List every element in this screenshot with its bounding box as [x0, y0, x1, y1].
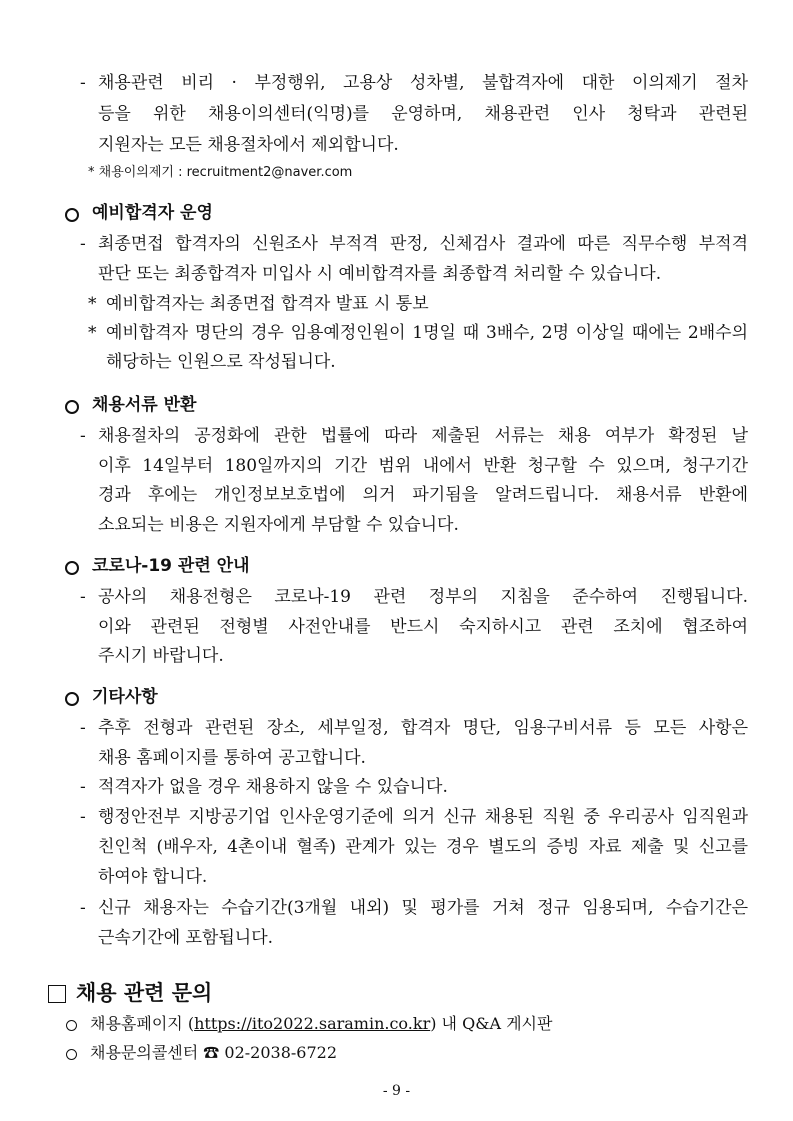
section-bullet-icon — [65, 208, 79, 222]
asterisk-bullet: * — [88, 294, 97, 314]
inquiry-title: 채용 관련 문의 — [76, 981, 213, 1005]
dash-bullet: - — [80, 898, 86, 918]
return-line-4: 소요되는 비용은 지원자에게 부담할 수 있습니다. — [98, 515, 459, 535]
reserve-line-1: 최종면접 합격자의 신원조사 부적격 판정, 신체검사 결과에 따른 직무수행 부적격 — [98, 234, 748, 254]
phone-number: 02-2038-6722 — [224, 1043, 338, 1062]
dash-bullet: - — [80, 777, 86, 797]
return-line-3: 경과 후에는 개인정보보호법에 의거 파기됨을 알려드립니다. 채용서류 반환에 — [98, 485, 748, 505]
etc-item3-line-3: 하여야 합니다. — [98, 867, 208, 887]
corona-line-1: 공사의 채용전형은 코로나-19 관련 정부의 지침을 준수하여 진행됩니다. — [98, 587, 748, 607]
etc-item3-line-1: 행정안전부 지방공기업 인사운영기준에 의거 신규 채용된 직원 중 우리공사 임직원과 — [98, 807, 748, 827]
dash-bullet: - — [80, 807, 86, 827]
return-line-2: 이후 14일부터 180일까지의 기간 범위 내에서 반환 청구할 수 있으며, 청구기간 — [98, 456, 748, 476]
corona-line-2: 이와 관련된 전형별 사전안내를 반드시 숙지하시고 관련 조치에 협조하여 — [98, 617, 748, 637]
section-title-corona: 코로나-19 관련 안내 — [92, 556, 250, 576]
section-title-etc: 기타사항 — [92, 687, 158, 707]
homepage-link[interactable]: https://ito2022.saramin.co.kr — [194, 1014, 431, 1033]
homepage-suffix: ) 내 Q&A 게시판 — [430, 1014, 553, 1033]
return-line-1: 채용절차의 공정화에 관한 법률에 따라 제출된 서류는 채용 여부가 확정된 날 — [98, 426, 748, 446]
dash-bullet: - — [80, 718, 86, 738]
etc-item4-line-2: 근속기간에 포함됩니다. — [98, 928, 274, 948]
etc-item4-line-1: 신규 채용자는 수습기간(3개월 내외) 및 평가를 거쳐 정규 임용되며, 수습기간은 — [98, 898, 748, 918]
etc-item1-line-1: 추후 전형과 관련된 장소, 세부일정, 합격자 명단, 임용구비서류 등 모든 사항은 — [98, 718, 748, 738]
intro-note: * 채용이의제기 : recruitment2@naver.com — [88, 165, 353, 180]
reserve-note-1: 예비합격자는 최종면접 합격자 발표 시 통보 — [106, 294, 429, 314]
asterisk-bullet: * — [88, 323, 97, 343]
reserve-line-2: 판단 또는 최종합격자 미입사 시 예비합격자를 최종합격 처리할 수 있습니다. — [98, 264, 662, 284]
section-bullet-icon — [65, 692, 79, 706]
dash-bullet: - — [80, 426, 86, 446]
dash-bullet: - — [80, 587, 86, 607]
section-title-reserve: 예비합격자 운영 — [92, 203, 213, 223]
intro-line-3: 지원자는 모든 채용절차에서 제외합니다. — [98, 135, 399, 155]
section-bullet-icon — [65, 400, 79, 414]
reserve-note-2-line-1: 예비합격자 명단의 경우 임용예정인원이 1명일 때 3배수, 2명 이상일 때에는 2배수의 — [106, 323, 748, 343]
page-number: - 9 - — [382, 1083, 411, 1099]
square-bullet-icon — [48, 985, 66, 1003]
dash-bullet: - — [80, 234, 86, 254]
intro-line-1: 채용관련 비리 · 부정행위, 고용상 성차별, 불합격자에 대한 이의제기 절차 — [98, 73, 748, 93]
etc-item2-line-1: 적격자가 없을 경우 채용하지 않을 수 있습니다. — [98, 777, 448, 797]
reserve-note-2-line-2: 해당하는 인원으로 작성됩니다. — [106, 352, 336, 372]
etc-item3-line-2: 친인척 (배우자, 4촌이내 혈족) 관계가 있는 경우 별도의 증빙 자료 제출 및 신고를 — [98, 837, 748, 857]
section-bullet-icon — [65, 561, 79, 575]
homepage-prefix: 채용홈페이지 ( — [90, 1014, 195, 1033]
section-title-return: 채용서류 반환 — [92, 395, 197, 415]
callcenter-line — [90, 1039, 337, 1067]
list-bullet-icon — [66, 1020, 77, 1031]
corona-line-3: 주시기 바랍니다. — [98, 646, 224, 666]
homepage-line — [90, 1010, 552, 1038]
dash-bullet: - — [80, 73, 86, 93]
list-bullet-icon — [66, 1049, 77, 1060]
intro-line-2: 등을 위한 채용이의센터(익명)를 운영하며, 채용관련 인사 청탁과 관련된 — [98, 104, 748, 124]
phone-icon: ☎ — [203, 1043, 220, 1062]
etc-item1-line-2: 채용 홈페이지를 통하여 공고합니다. — [98, 748, 366, 768]
callcenter-label: 채용문의콜센터 — [90, 1043, 199, 1062]
